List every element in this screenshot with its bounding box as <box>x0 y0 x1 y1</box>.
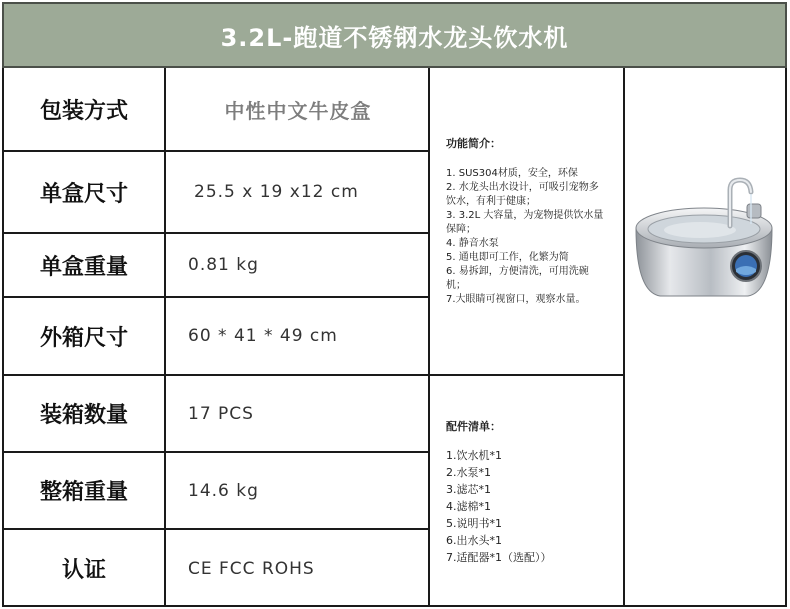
table-row <box>4 68 430 152</box>
row-label: 单盒尺寸 <box>4 152 166 232</box>
feature-item: 2. 水龙头出水设计，可吸引宠物多饮水，有利于健康； <box>446 182 599 207</box>
product-image <box>630 168 778 318</box>
row-value: 17 PCS <box>188 403 254 424</box>
column-divider <box>623 68 625 605</box>
row-value: 中性中文牛皮盒 <box>224 98 372 123</box>
accessory-item: 6.出水头*1 <box>446 534 502 547</box>
accessory-item: 1.饮水机*1 <box>446 449 502 462</box>
table-row <box>4 152 430 234</box>
features-title: 功能简介： <box>446 137 501 150</box>
spec-table <box>2 68 787 607</box>
accessory-item: 3.滤芯*1 <box>446 483 491 496</box>
feature-item: 4. 静音水泵 <box>446 238 499 249</box>
row-value: 25.5 x 19 x12 cm <box>194 182 359 202</box>
accessory-item: 5.说明书*1 <box>446 517 502 530</box>
accessory-item: 2.水泵*1 <box>446 466 491 479</box>
row-label: 包装方式 <box>4 68 166 150</box>
table-row <box>4 298 430 376</box>
page-title: 3.2L-跑道不锈钢水龙头饮水机 <box>220 23 569 52</box>
row-value: 14.6 kg <box>188 480 259 501</box>
accessory-item: 4.滤棉*1 <box>446 500 491 513</box>
row-label: 单盒重量 <box>4 234 166 296</box>
row-label: 外箱尺寸 <box>4 298 166 374</box>
row-value: 0.81 kg <box>188 255 259 275</box>
section-divider <box>428 374 625 376</box>
title-banner <box>2 2 787 68</box>
table-row <box>4 376 430 453</box>
row-label: 认证 <box>4 530 166 607</box>
accessories-title: 配件清单： <box>446 420 501 433</box>
feature-item: 5. 通电即可工作，化繁为简 <box>446 252 569 263</box>
table-row <box>4 530 430 607</box>
accessories-section <box>446 418 608 566</box>
fountain-icon <box>636 180 772 296</box>
row-value: 60 * 41 * 49 cm <box>188 326 338 346</box>
row-label: 装箱数量 <box>4 376 166 451</box>
features-section <box>446 137 608 307</box>
table-row <box>4 234 430 298</box>
column-divider <box>428 68 430 605</box>
feature-item: 6. 易拆卸，方便清洗，可用洗碗机； <box>446 266 589 291</box>
row-label: 整箱重量 <box>4 453 166 528</box>
feature-item: 3. 3.2L 大容量，为宠物提供饮水量保障； <box>446 210 604 235</box>
feature-item: 7.大眼睛可视窗口，观察水量。 <box>446 294 586 305</box>
table-row <box>4 453 430 530</box>
row-value: CE FCC ROHS <box>188 558 315 579</box>
feature-item: 1. SUS304材质，安全，环保 <box>446 168 578 179</box>
accessory-item: 7.适配器*1（选配）） <box>446 551 552 564</box>
